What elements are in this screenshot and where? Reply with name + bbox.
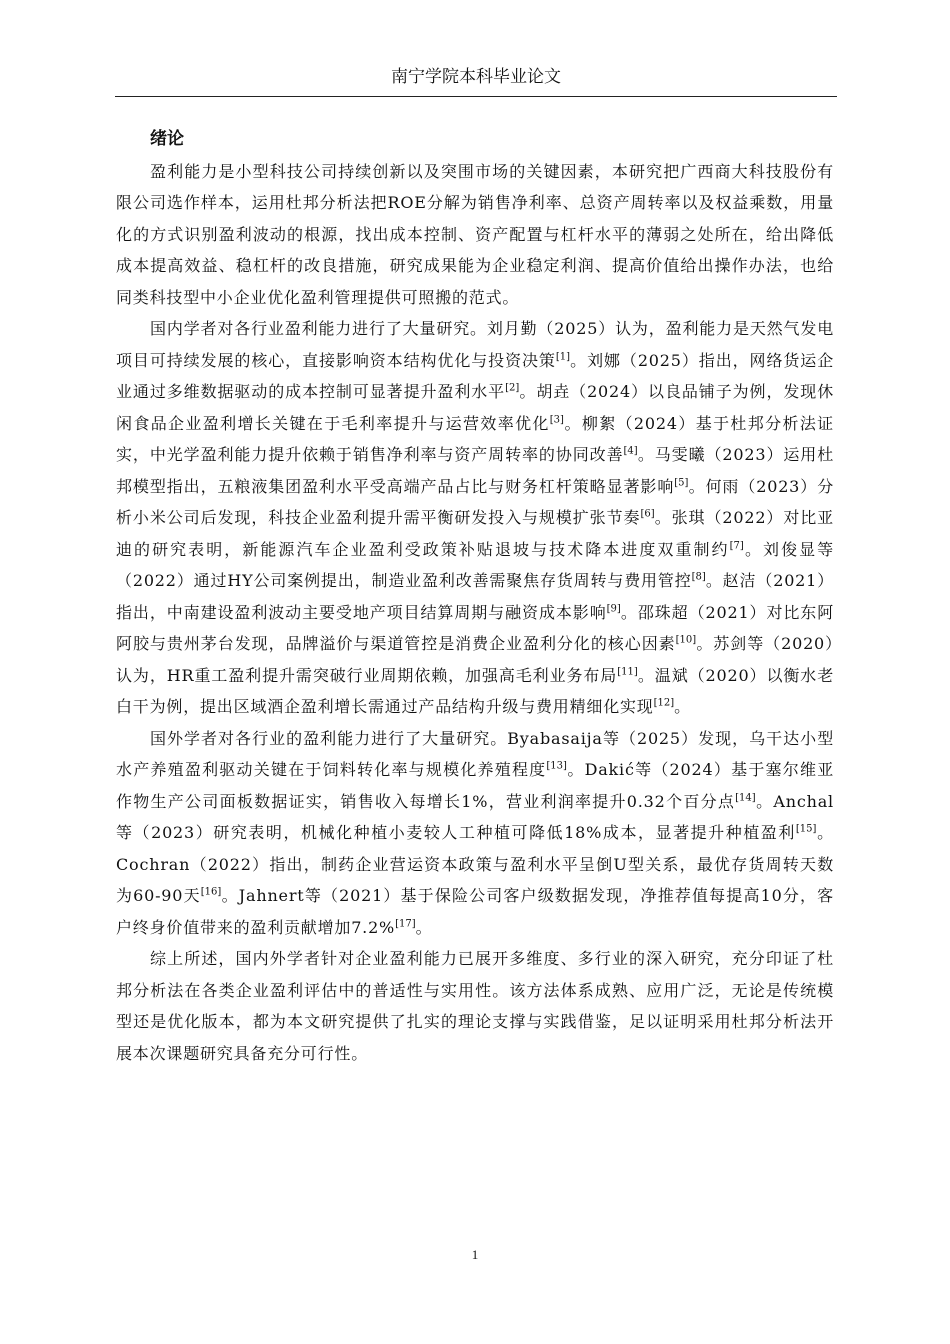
paragraph-text: 。Jahnert等（2021）基于保险公司客户级数据发现，净推荐值每提高10分，客户终身价值带来的盈利贡献增加7.2%: [116, 886, 834, 937]
running-header: 南宁学院本科毕业论文: [391, 67, 561, 86]
paragraph-text: 国外学者对各行业的盈利能力进行了大量研究。Byabasaija等（2025）发现，乌干达小型水产养殖盈利驱动关键在于饲料转化率与规模化养殖程度: [116, 728, 834, 779]
paragraph-text: 。张琪（2022）对比亚迪的研究表明，新能源汽车企业盈利受政策补贴退坡与技术降本进度双重制约: [116, 508, 834, 559]
paragraph-text: 。马雯曦（2023）运用杜邦模型指出，五粮液集团盈利水平受高端产品占比与财务杠杆策略显著影响: [116, 445, 834, 496]
citation-marker: [7]: [729, 540, 744, 552]
paragraph-text: 。柳絮（2024）基于杜邦分析法证实，中光学盈利能力提升依赖于销售净利率与资产周转率的协同改善: [116, 413, 834, 464]
citation-marker: [5]: [674, 477, 689, 489]
citation-marker: [13]: [546, 760, 567, 772]
paragraph-text: 。Cochran（2022）指出，制药企业营运资本政策与盈利水平呈倒U型关系，最优存货周转天数为60-90天: [116, 823, 834, 905]
citation-marker: [2]: [505, 382, 520, 394]
citation-marker: [10]: [675, 634, 697, 646]
citation-marker: [12]: [653, 697, 675, 709]
citation-marker: [9]: [606, 603, 621, 615]
citation-marker: [11]: [617, 666, 638, 678]
paragraph-text: 。赵洁（2021）指出，中南建设盈利波动主要受地产项目结算周期与融资成本影响: [116, 571, 834, 622]
citation-marker: [14]: [735, 792, 756, 804]
citation-marker: [4]: [623, 445, 638, 457]
paragraph-text: 。何雨（2023）分析小米公司后发现，科技企业盈利提升需平衡研发投入与规模扩张节奏: [116, 476, 834, 527]
page-number: 1: [471, 1247, 479, 1262]
citation-marker: [6]: [640, 508, 655, 520]
paragraph-text: 综上所述，国内外学者针对企业盈利能力已展开多维度、多行业的深入研究，充分印证了杜邦分析法在各类企业盈利评估中的普适性与实用性。该方法体系成熟、应用广泛，无论是传统模型还是优化版本，都为本文研究提供了扎实的理论支撑与实践借鉴，足以证明采用杜邦分析法开展本次课题研究具备充分可行性。: [116, 949, 834, 1063]
paragraph-text: 。苏剑等（2020）认为，HR重工盈利提升需突破行业周期依赖，加强高毛利业务布局: [116, 634, 834, 685]
section-heading: 绪论: [150, 129, 184, 149]
header-divider: [115, 96, 837, 97]
citation-marker: [3]: [549, 414, 564, 426]
paragraph-text: 。刘娜（2025）指出，网络货运企业通过多维数据驱动的成本控制可显著提升盈利水平: [116, 350, 834, 401]
paragraph-list: [116, 156, 834, 1070]
paragraph-text: 。温斌（2020）以衡水老白干为例，提出区域酒企盈利增长需通过产品结构升级与费用精细化实现: [116, 665, 834, 716]
paragraph-text: 国内学者对各行业盈利能力进行了大量研究。刘月勤（2025）认为，盈利能力是天然气发电项目可持续发展的核心，直接影响资本结构优化与投资决策: [116, 319, 834, 370]
paragraph-text: 。邵珠超（2021）对比东阿阿胶与贵州茅台发现，品牌溢价与渠道管控是消费企业盈利分化的核心因素: [116, 602, 835, 653]
body-paragraph: [116, 723, 834, 944]
paragraph-text: 。刘俊显等（2022）通过HY公司案例提出，制造业盈利改善需聚焦存货周转与费用管控: [116, 539, 834, 590]
citation-marker: [8]: [691, 571, 706, 583]
citation-marker: [17]: [395, 918, 416, 930]
paragraph-text: 。Dakić等（2024）基于塞尔维亚作物生产公司面板数据证实，销售收入每增长1%，营业利润率提升0.32个百分点: [116, 760, 834, 811]
citation-marker: [15]: [795, 823, 817, 835]
citation-marker: [1]: [555, 351, 571, 363]
citation-marker: [16]: [200, 886, 222, 898]
body-paragraph: [116, 156, 834, 314]
document-body: [116, 124, 834, 1069]
paragraph-text: 。: [415, 917, 433, 937]
paragraph-text: 盈利能力是小型科技公司持续创新以及突围市场的关键因素，本研究把广西商大科技股份有限公司选作样本，运用杜邦分析法把ROE分解为销售净利率、总资产周转率以及权益乘数，用量化的方式识别盈利波动的根源，找出成本控制、资产配置与杠杆水平的薄弱之处所在，给出降低成本提高效益、稳杠杆的改良措施，研究成果能为企业稳定利润、提高价值给出操作办法，也给同类科技型中小企业优化盈利管理提供可照搬的范式。: [116, 161, 834, 307]
paragraph-text: 。: [674, 697, 691, 716]
body-paragraph: [116, 943, 834, 1069]
paragraph-text: 。胡垚（2024）以良品铺子为例，发现休闲食品企业盈利增长关键在于毛利率提升与运营效率优化: [116, 382, 834, 433]
paragraph-text: 。Anchal等（2023）研究表明，机械化种植小麦较人工种植可降低18%成本，显著提升种植盈利: [116, 791, 834, 842]
body-paragraph: [116, 313, 834, 723]
